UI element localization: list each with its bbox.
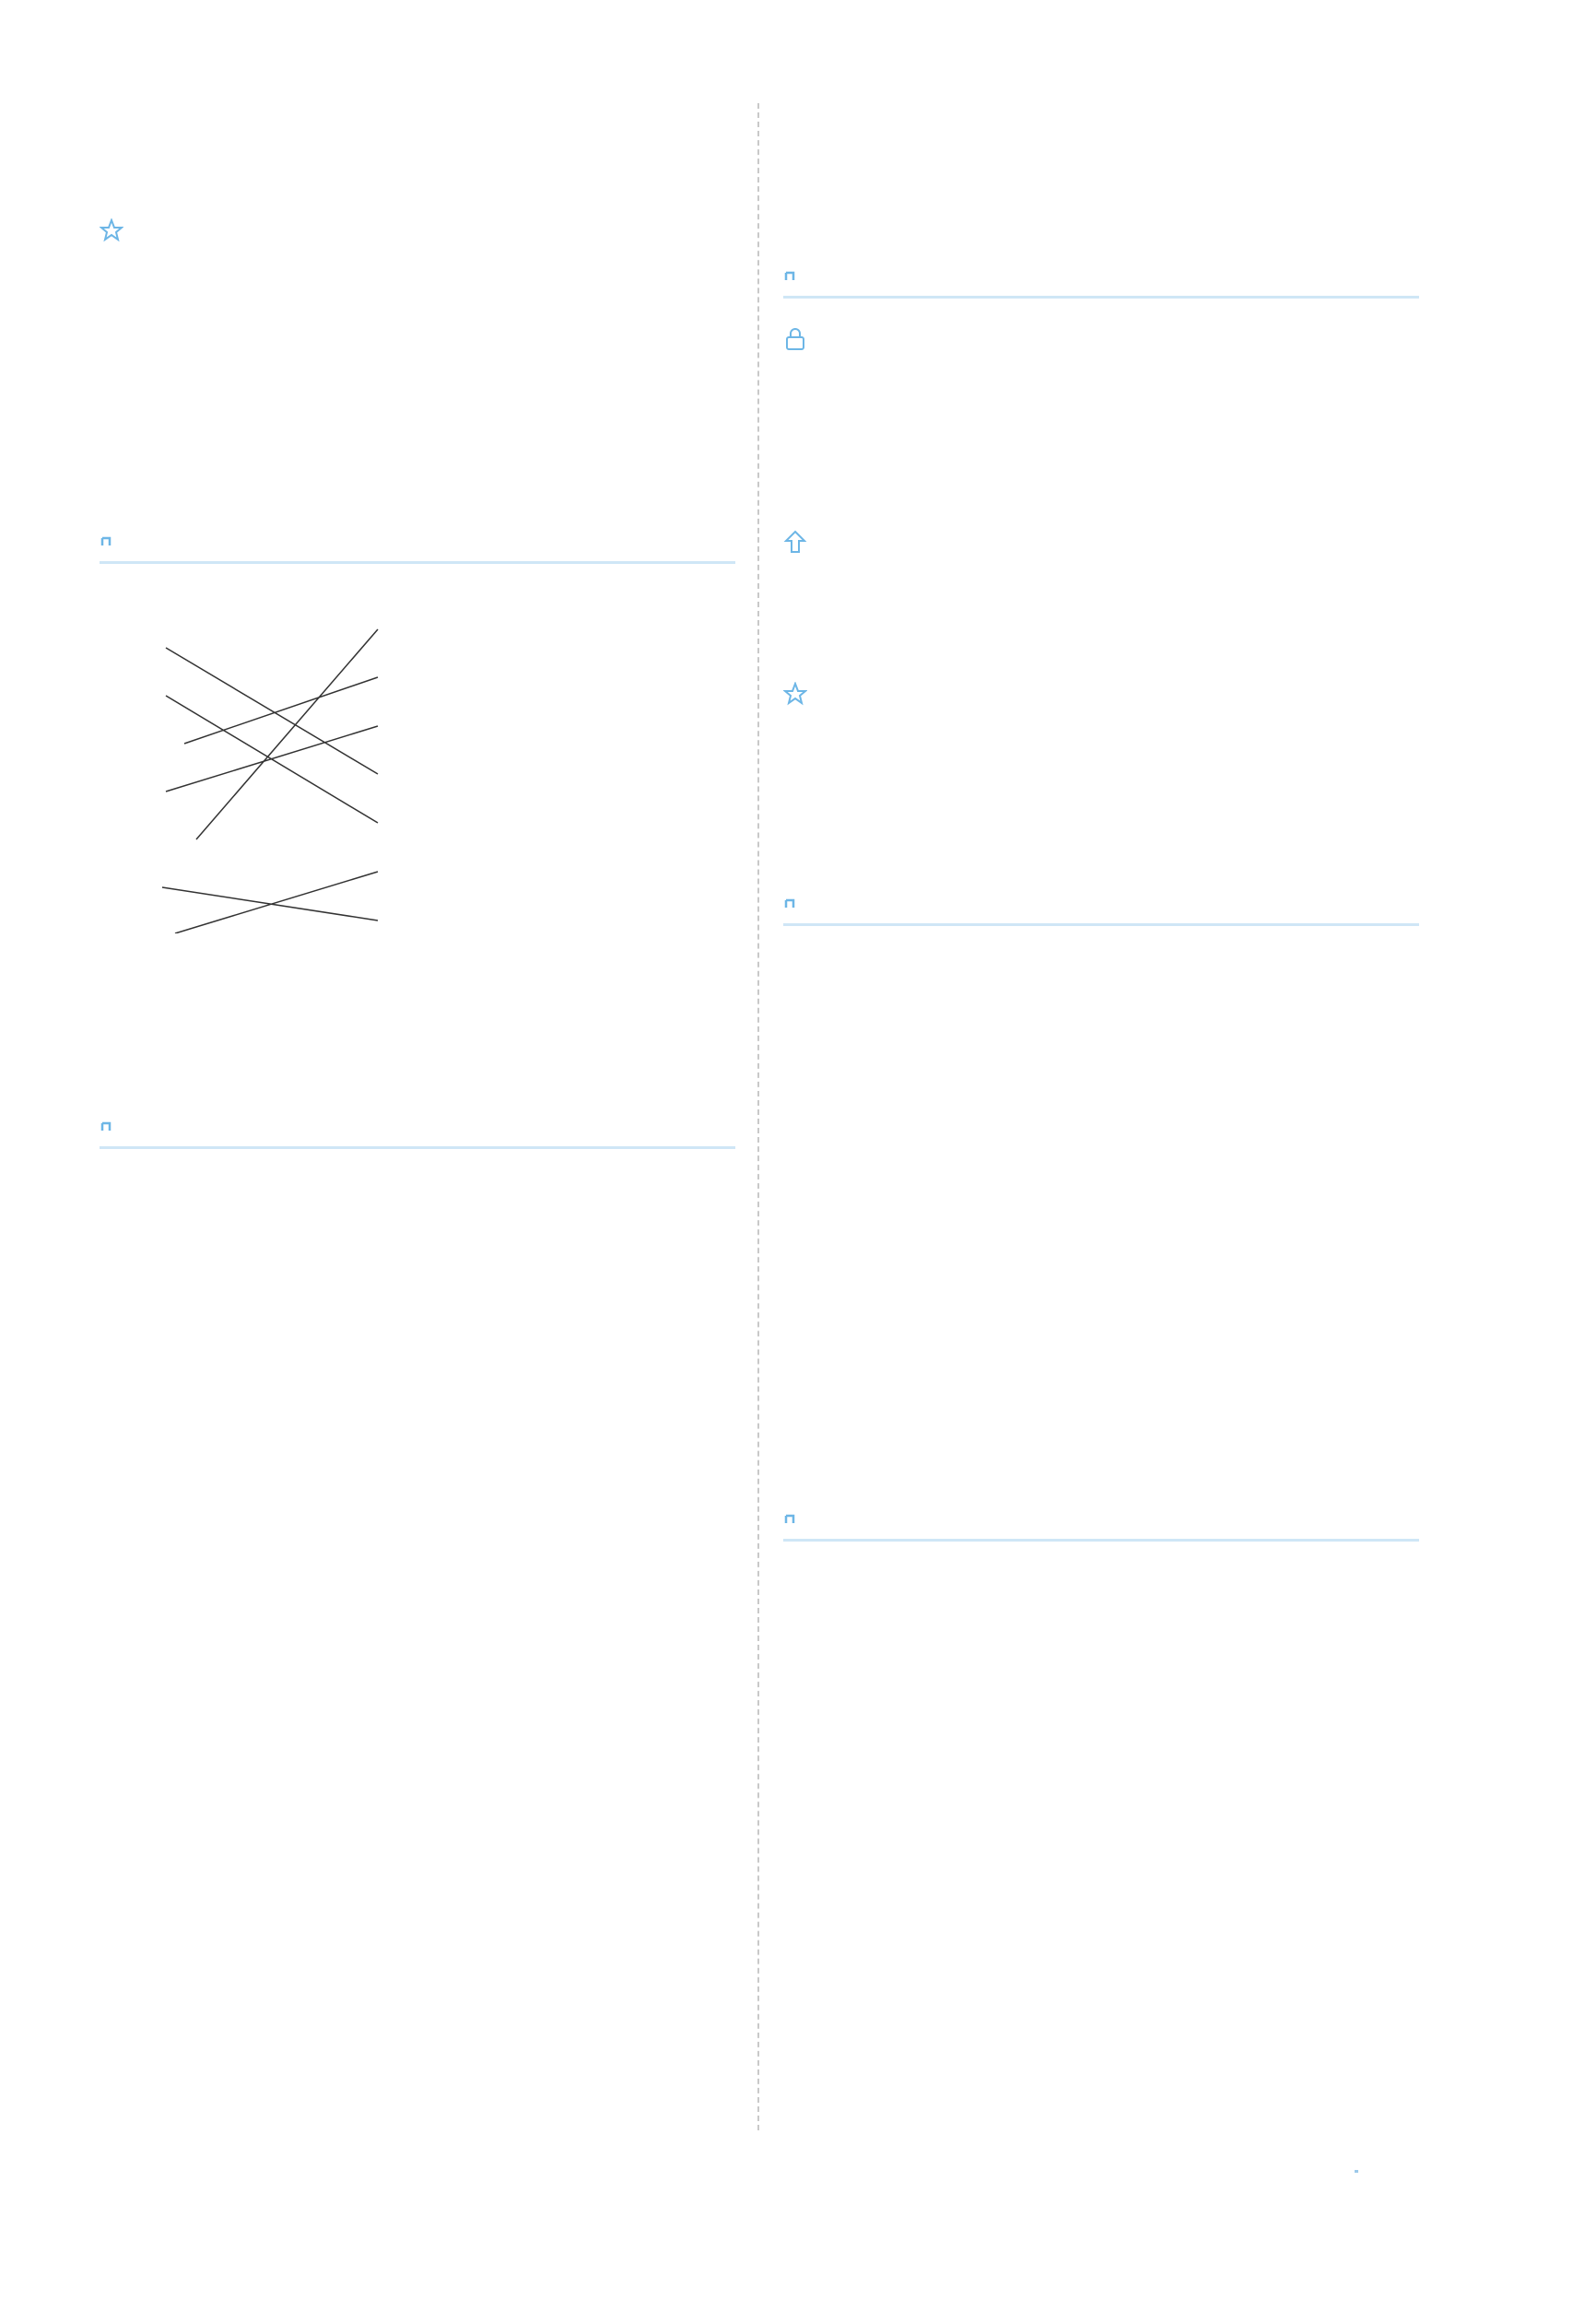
section-heading-tisheng: [783, 505, 1419, 556]
answer-row: [100, 295, 735, 346]
answer-row: [783, 980, 1419, 1031]
answer-line: [783, 2001, 1419, 2052]
answer-line: [783, 1386, 1419, 1437]
part-label: [783, 708, 1419, 758]
answer-line: [100, 1406, 735, 1457]
answer-line: [783, 2052, 1419, 2103]
arrow-up-icon: [783, 519, 807, 543]
part-label: [783, 556, 1419, 606]
bookmark-icon: [100, 518, 120, 538]
answer-row: [783, 1849, 1419, 1900]
right-column: [783, 92, 1419, 2153]
answer-line: [783, 1335, 1419, 1386]
answer-line: [100, 1812, 735, 1862]
match-line: [175, 872, 378, 933]
match-line: [166, 726, 378, 792]
answer-row: [783, 1748, 1419, 1799]
answer-row: [783, 404, 1419, 454]
bookmark-icon: [783, 1495, 804, 1516]
answer-line: [100, 1457, 735, 1507]
bookmark-icon: [783, 252, 804, 273]
answer-line: [100, 1355, 735, 1406]
section-heading-jichu: [783, 302, 1419, 353]
answer-line: [783, 92, 1419, 143]
matching-exercise: [100, 620, 735, 933]
answer-row: [783, 606, 1419, 657]
section-heading-hezuo: [783, 1487, 1419, 1542]
task-heading: [783, 1545, 1419, 1596]
section-heading-xinzhi: [783, 872, 1419, 926]
section-heading-fenceng: [783, 244, 1419, 299]
answer-line: [100, 1254, 735, 1305]
column-divider: [757, 103, 759, 2130]
answer-line: [783, 194, 1419, 244]
section-heading-suyang: [100, 194, 735, 244]
answer-line: [100, 1305, 735, 1355]
lock-icon: [783, 316, 807, 340]
answer-line: [100, 1964, 735, 2014]
answer-row: [783, 1596, 1419, 1647]
answer-line: [783, 1951, 1419, 2001]
answer-line: [783, 2103, 1419, 2153]
star-icon: [783, 671, 807, 695]
answer-line: [783, 1437, 1419, 1487]
answer-row: [100, 993, 735, 1044]
answer-line: [100, 1913, 735, 1964]
answer-line: [783, 758, 1419, 809]
answer-line: [100, 1862, 735, 1913]
part-label: [100, 244, 735, 295]
task-heading: [100, 1761, 735, 1812]
star-icon: [100, 207, 123, 231]
section-title: [783, 809, 1419, 872]
matching-lines: [100, 620, 745, 933]
answer-line: [100, 92, 735, 143]
answer-line: [100, 1659, 735, 1710]
answer-line: [100, 1558, 735, 1609]
task-heading: [100, 1153, 735, 1203]
answer-line: [100, 1203, 735, 1254]
part-label: [100, 943, 735, 993]
answer-line: [100, 1609, 735, 1659]
left-column: [100, 92, 735, 2116]
match-line: [184, 677, 378, 744]
page-number: [1355, 2170, 1358, 2173]
bookmark-icon: [100, 1103, 120, 1123]
answer-line: [100, 1507, 735, 1558]
bookmark-icon: [783, 880, 804, 900]
part-label: [100, 568, 735, 618]
answer-line: [100, 1710, 735, 1761]
answer-line: [100, 2014, 735, 2065]
section-heading-xinzhi: [100, 510, 735, 564]
part-label: [783, 930, 1419, 980]
part-label: [783, 353, 1419, 404]
answer-line: [100, 2065, 735, 2116]
answer-line: [100, 143, 735, 194]
answer-line: [783, 143, 1419, 194]
